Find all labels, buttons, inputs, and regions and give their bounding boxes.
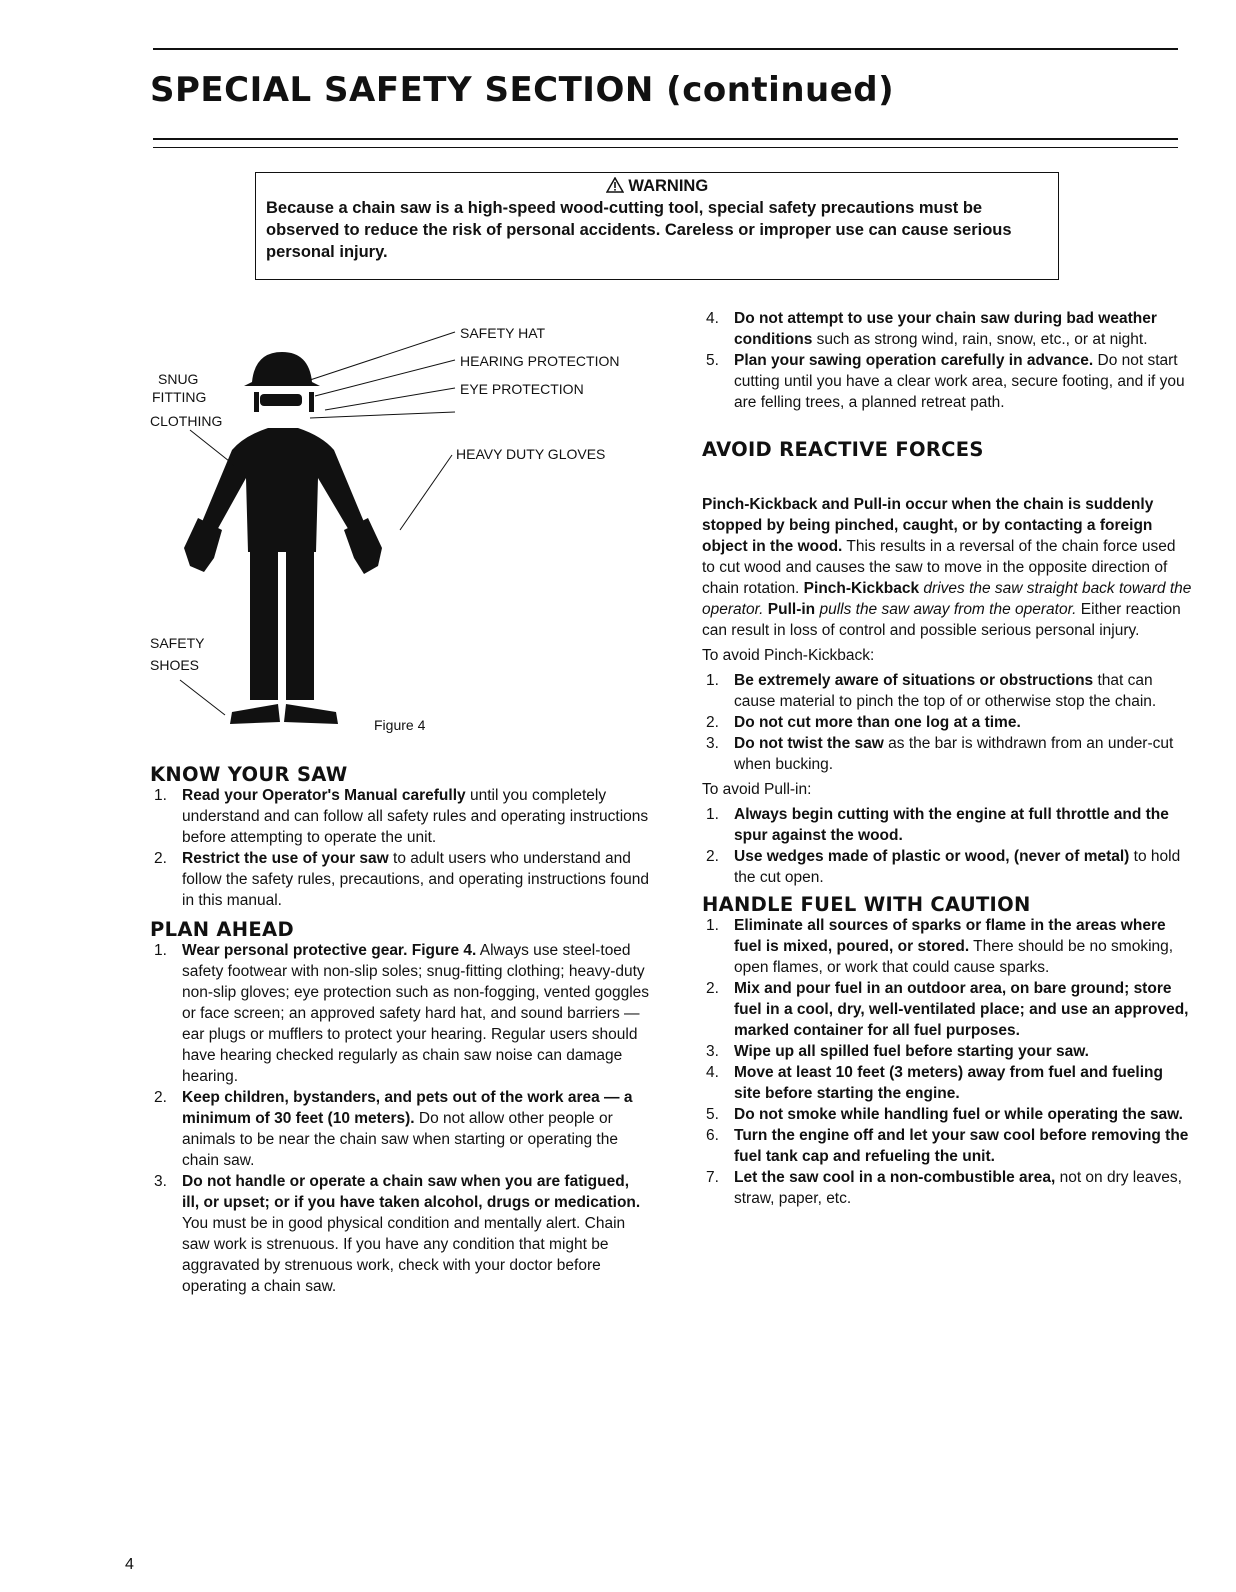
- list-item: 2. Do not cut more than one log at a time.: [706, 714, 1021, 731]
- plan-list-continued: [702, 308, 1192, 413]
- earmuff-right: [309, 392, 314, 412]
- warning-heading: [266, 177, 1048, 196]
- label-gloves: HEAVY DUTY GLOVES: [456, 446, 606, 462]
- title-underline: [153, 138, 1178, 140]
- list-item: 2. Keep children, bystanders, and pets out of the work area — a minimum of 30 feet (10 meters). Do not allow other people or animals to be near the chain saw when starting or operating the chain saw.: [154, 1089, 633, 1169]
- label-clothing-2: FITTING: [152, 389, 207, 405]
- label-shoes-2: SHOES: [150, 657, 200, 673]
- reactive-intro: Pinch-Kickback and Pull-in occur when the chain is suddenly stopped by being pinched, caught, or by contacting a foreign object in the wood. This results in a reversal of the chain force used to cut wood and causes the saw to move in the opposite direction of chain rotation. Pinch-Kickback drives the saw straight back toward the operator. Pull-in pulls the saw away from the operator. Either reaction can result in loss of control and possible serious personal injury.: [702, 496, 1192, 639]
- label-safety-hat: SAFETY HAT: [460, 325, 546, 341]
- know-heading: KNOW YOUR SAW: [150, 763, 348, 786]
- label-clothing-3: CLOTHING: [150, 413, 223, 429]
- goggles-shape: [260, 394, 302, 406]
- earmuff-left: [254, 392, 259, 412]
- callout-lines: [180, 332, 455, 715]
- plan-heading: PLAN AHEAD: [150, 918, 294, 941]
- label-shoes-1: SAFETY: [150, 635, 205, 651]
- left-shoe-shape: [230, 704, 280, 724]
- page-number: 4: [125, 1556, 134, 1573]
- list-item: 7. Let the saw cool in a non-combustible area, not on dry leaves, straw, paper, etc.: [706, 1169, 1182, 1207]
- left-leg-shape: [250, 550, 278, 700]
- list-item: 4. Move at least 10 feet (3 meters) away from fuel and fueling site before starting the engine.: [706, 1064, 1163, 1102]
- reactive-heading: AVOID REACTIVE FORCES: [702, 438, 984, 461]
- right-leg-shape: [286, 550, 314, 700]
- right-shoe-shape: [284, 704, 338, 724]
- hard-hat-shape: [244, 352, 320, 386]
- left-column: [150, 764, 650, 1297]
- list-item: 1. Read your Operator's Manual carefully until you completely understand and can follow all safety rules and operating instructions before attempting to operate the unit.: [154, 787, 649, 846]
- know-list: [150, 785, 650, 911]
- top-rule: [153, 48, 1178, 50]
- fuel-list: [702, 915, 1192, 1209]
- plan-list: [150, 940, 650, 1297]
- pinch-list: [702, 670, 1192, 775]
- torso-shape: [202, 428, 364, 552]
- page-title: SPECIAL SAFETY SECTION (continued): [150, 70, 895, 110]
- list-item: 4. Do not attempt to use your chain saw during bad weather conditions such as strong wind, rain, snow, etc., or at night.: [706, 310, 1157, 348]
- list-item: 1. Wear personal protective gear. Figure 4. Always use steel-toed safety footwear with non-slip soles; snug-fitting clothing; heavy-duty non-slip gloves; eye protection such as non-fogging, vented goggles or face screen; an approved safety hard hat, and sound barriers — ear plugs or mufflers to protect your hearing. Regular users should have hearing checked regularly as chain saw noise can damage hearing.: [154, 942, 650, 1085]
- list-item: 5. Plan your sawing operation carefully in advance. Do not start cutting until you have a clear work area, secure footing, and if you are felling trees, a planned retreat path.: [706, 352, 1185, 411]
- label-hearing-protection: HEARING PROTECTION: [460, 353, 620, 369]
- list-item: 3. Do not handle or operate a chain saw when you are fatigued, ill, or upset; or if you have taken alcohol, drugs or medication. You must be in good physical condition and mentally alert. Chain saw work is strenuous. If you have any condition that might be aggravated by strenuous work, check with your doctor before operating a chain saw.: [154, 1173, 641, 1295]
- label-clothing-1: SNUG: [158, 371, 199, 387]
- right-column: [702, 308, 1192, 1209]
- label-eye-protection: EYE PROTECTION: [460, 381, 584, 397]
- person-silhouette: [184, 352, 382, 724]
- fuel-heading: HANDLE FUEL WITH CAUTION: [702, 893, 1031, 916]
- list-item: 2. Mix and pour fuel in an outdoor area, on bare ground; store fuel in a cool, dry, well-ventilated place; and use an approved, marked container for all fuel purposes.: [706, 980, 1189, 1039]
- list-item: 2. Use wedges made of plastic or wood, (never of metal) to hold the cut open.: [706, 848, 1181, 886]
- list-item: 3. Wipe up all spilled fuel before starting your saw.: [706, 1043, 1089, 1060]
- warning-box: [255, 172, 1059, 280]
- pinch-subheading: To avoid Pinch-Kickback:: [702, 647, 875, 664]
- list-item: 5. Do not smoke while handling fuel or while operating the saw.: [706, 1106, 1183, 1123]
- list-item: 3. Do not twist the saw as the bar is withdrawn from an under-cut when bucking.: [706, 735, 1174, 773]
- list-item: 2. Restrict the use of your saw to adult users who understand and follow the safety rules, precautions, and operating instructions found in this manual.: [154, 850, 649, 909]
- list-item: 1. Always begin cutting with the engine at full throttle and the spur against the wood.: [706, 806, 1169, 844]
- figure-caption: Figure 4: [374, 717, 426, 733]
- list-item: 6. Turn the engine off and let your saw cool before removing the fuel tank cap and refueling the unit.: [706, 1127, 1189, 1165]
- warning-heading-text: WARNING: [628, 177, 709, 195]
- warning-triangle-icon: [606, 177, 624, 193]
- protective-gear-figure: [150, 300, 670, 740]
- title-underline-2: [153, 147, 1178, 148]
- pull-list: [702, 804, 1192, 888]
- pull-subheading: To avoid Pull-in:: [702, 781, 812, 798]
- warning-text: Because a chain saw is a high-speed wood-cutting tool, special safety precautions must be observed to reduce the risk of personal accidents. Careless or improper use can cause serious personal injury.: [266, 199, 1012, 261]
- list-item: 1. Eliminate all sources of sparks or flame in the areas where fuel is mixed, poured, or stored. There should be no smoking, open flames, or work that could cause sparks.: [706, 917, 1174, 976]
- list-item: 1. Be extremely aware of situations or obstructions that can cause material to pinch the top of or otherwise stop the chain.: [706, 672, 1157, 710]
